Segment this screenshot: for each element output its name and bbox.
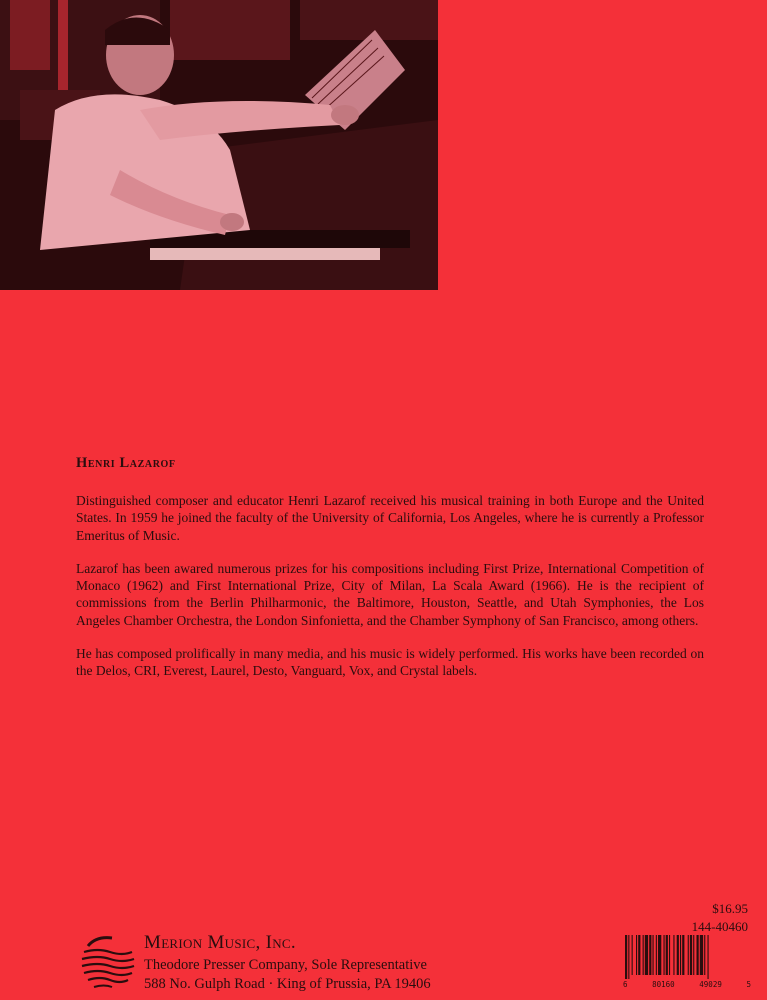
barcode-digit-group: 49029 bbox=[699, 980, 722, 989]
barcode-bar bbox=[658, 935, 661, 975]
barcode-bar bbox=[645, 935, 648, 975]
barcode-bar bbox=[664, 935, 665, 975]
publisher-block bbox=[78, 928, 498, 994]
barcode-bar bbox=[704, 935, 705, 975]
barcode-digit-group: 80160 bbox=[652, 980, 675, 989]
biography bbox=[76, 492, 704, 696]
composer-photo bbox=[0, 0, 438, 290]
barcode-bar bbox=[649, 935, 651, 975]
barcode-digit-group: 5 bbox=[746, 980, 751, 989]
bio-paragraph: Lazarof has been awared numerous prizes for his compositions including First Prize, International Competition of Monaco (1962) and First International Prize, City of Milan, La Scala Award (1966). He is the recipient of commissions from the Berlin Philharmonic, the Baltimore, Houston, Seattle, and Utah Symphonies, the Los Angeles Chamber Orchestra, the London Sinfonietta, and the Chamber Symphony of San Francisco, among others. bbox=[76, 560, 704, 628]
barcode-bar bbox=[625, 935, 627, 979]
barcode-bar bbox=[708, 935, 709, 979]
barcode-bar bbox=[628, 935, 629, 979]
barcode-bar bbox=[682, 935, 684, 975]
barcode-bar bbox=[669, 935, 670, 975]
barcode-bar bbox=[700, 935, 703, 975]
barcode-bar bbox=[632, 935, 633, 975]
barcode-bar bbox=[636, 935, 637, 975]
barcode-bar bbox=[638, 935, 640, 975]
bio-paragraph: Distinguished composer and educator Henri Lazarof received his musical training in both Europe and the United States. In 1959 he joined the faculty of the University of California, Los Angeles, where he is currently a Professor Emeritus of Music. bbox=[76, 493, 704, 543]
barcode-bar bbox=[656, 935, 657, 975]
barcode-digit-group: 6 bbox=[623, 980, 628, 989]
barcode-bar bbox=[680, 935, 681, 975]
publisher-address: 588 No. Gulph Road · King of Prussia, PA 19406 bbox=[144, 976, 431, 992]
barcode-bar bbox=[688, 935, 689, 975]
barcode-bar bbox=[653, 935, 654, 975]
publisher-logo-icon bbox=[78, 932, 140, 994]
publisher-representative: Theodore Presser Company, Sole Representative bbox=[144, 957, 427, 973]
barcode-bar bbox=[666, 935, 668, 975]
barcode-bar bbox=[690, 935, 692, 975]
barcode-bar bbox=[693, 935, 694, 975]
publisher-name: Merion Music, Inc. bbox=[144, 932, 296, 953]
barcode-bar bbox=[673, 935, 674, 975]
catalog-number: 144-40460 bbox=[691, 919, 748, 934]
barcode-bar bbox=[677, 935, 679, 975]
price: $16.95 bbox=[712, 901, 748, 916]
barcode-digits bbox=[623, 980, 751, 989]
barcode-bar bbox=[643, 935, 644, 975]
composer-name-heading: Henri Lazarof bbox=[76, 455, 176, 471]
barcode-bar bbox=[697, 935, 699, 975]
bio-paragraph: He has composed prolifically in many media, and his music is widely performed. His works have been recorded on the Delos, CRI, Everest, Laurel, Desto, Vanguard, Vox, and Crystal labels. bbox=[76, 646, 704, 679]
